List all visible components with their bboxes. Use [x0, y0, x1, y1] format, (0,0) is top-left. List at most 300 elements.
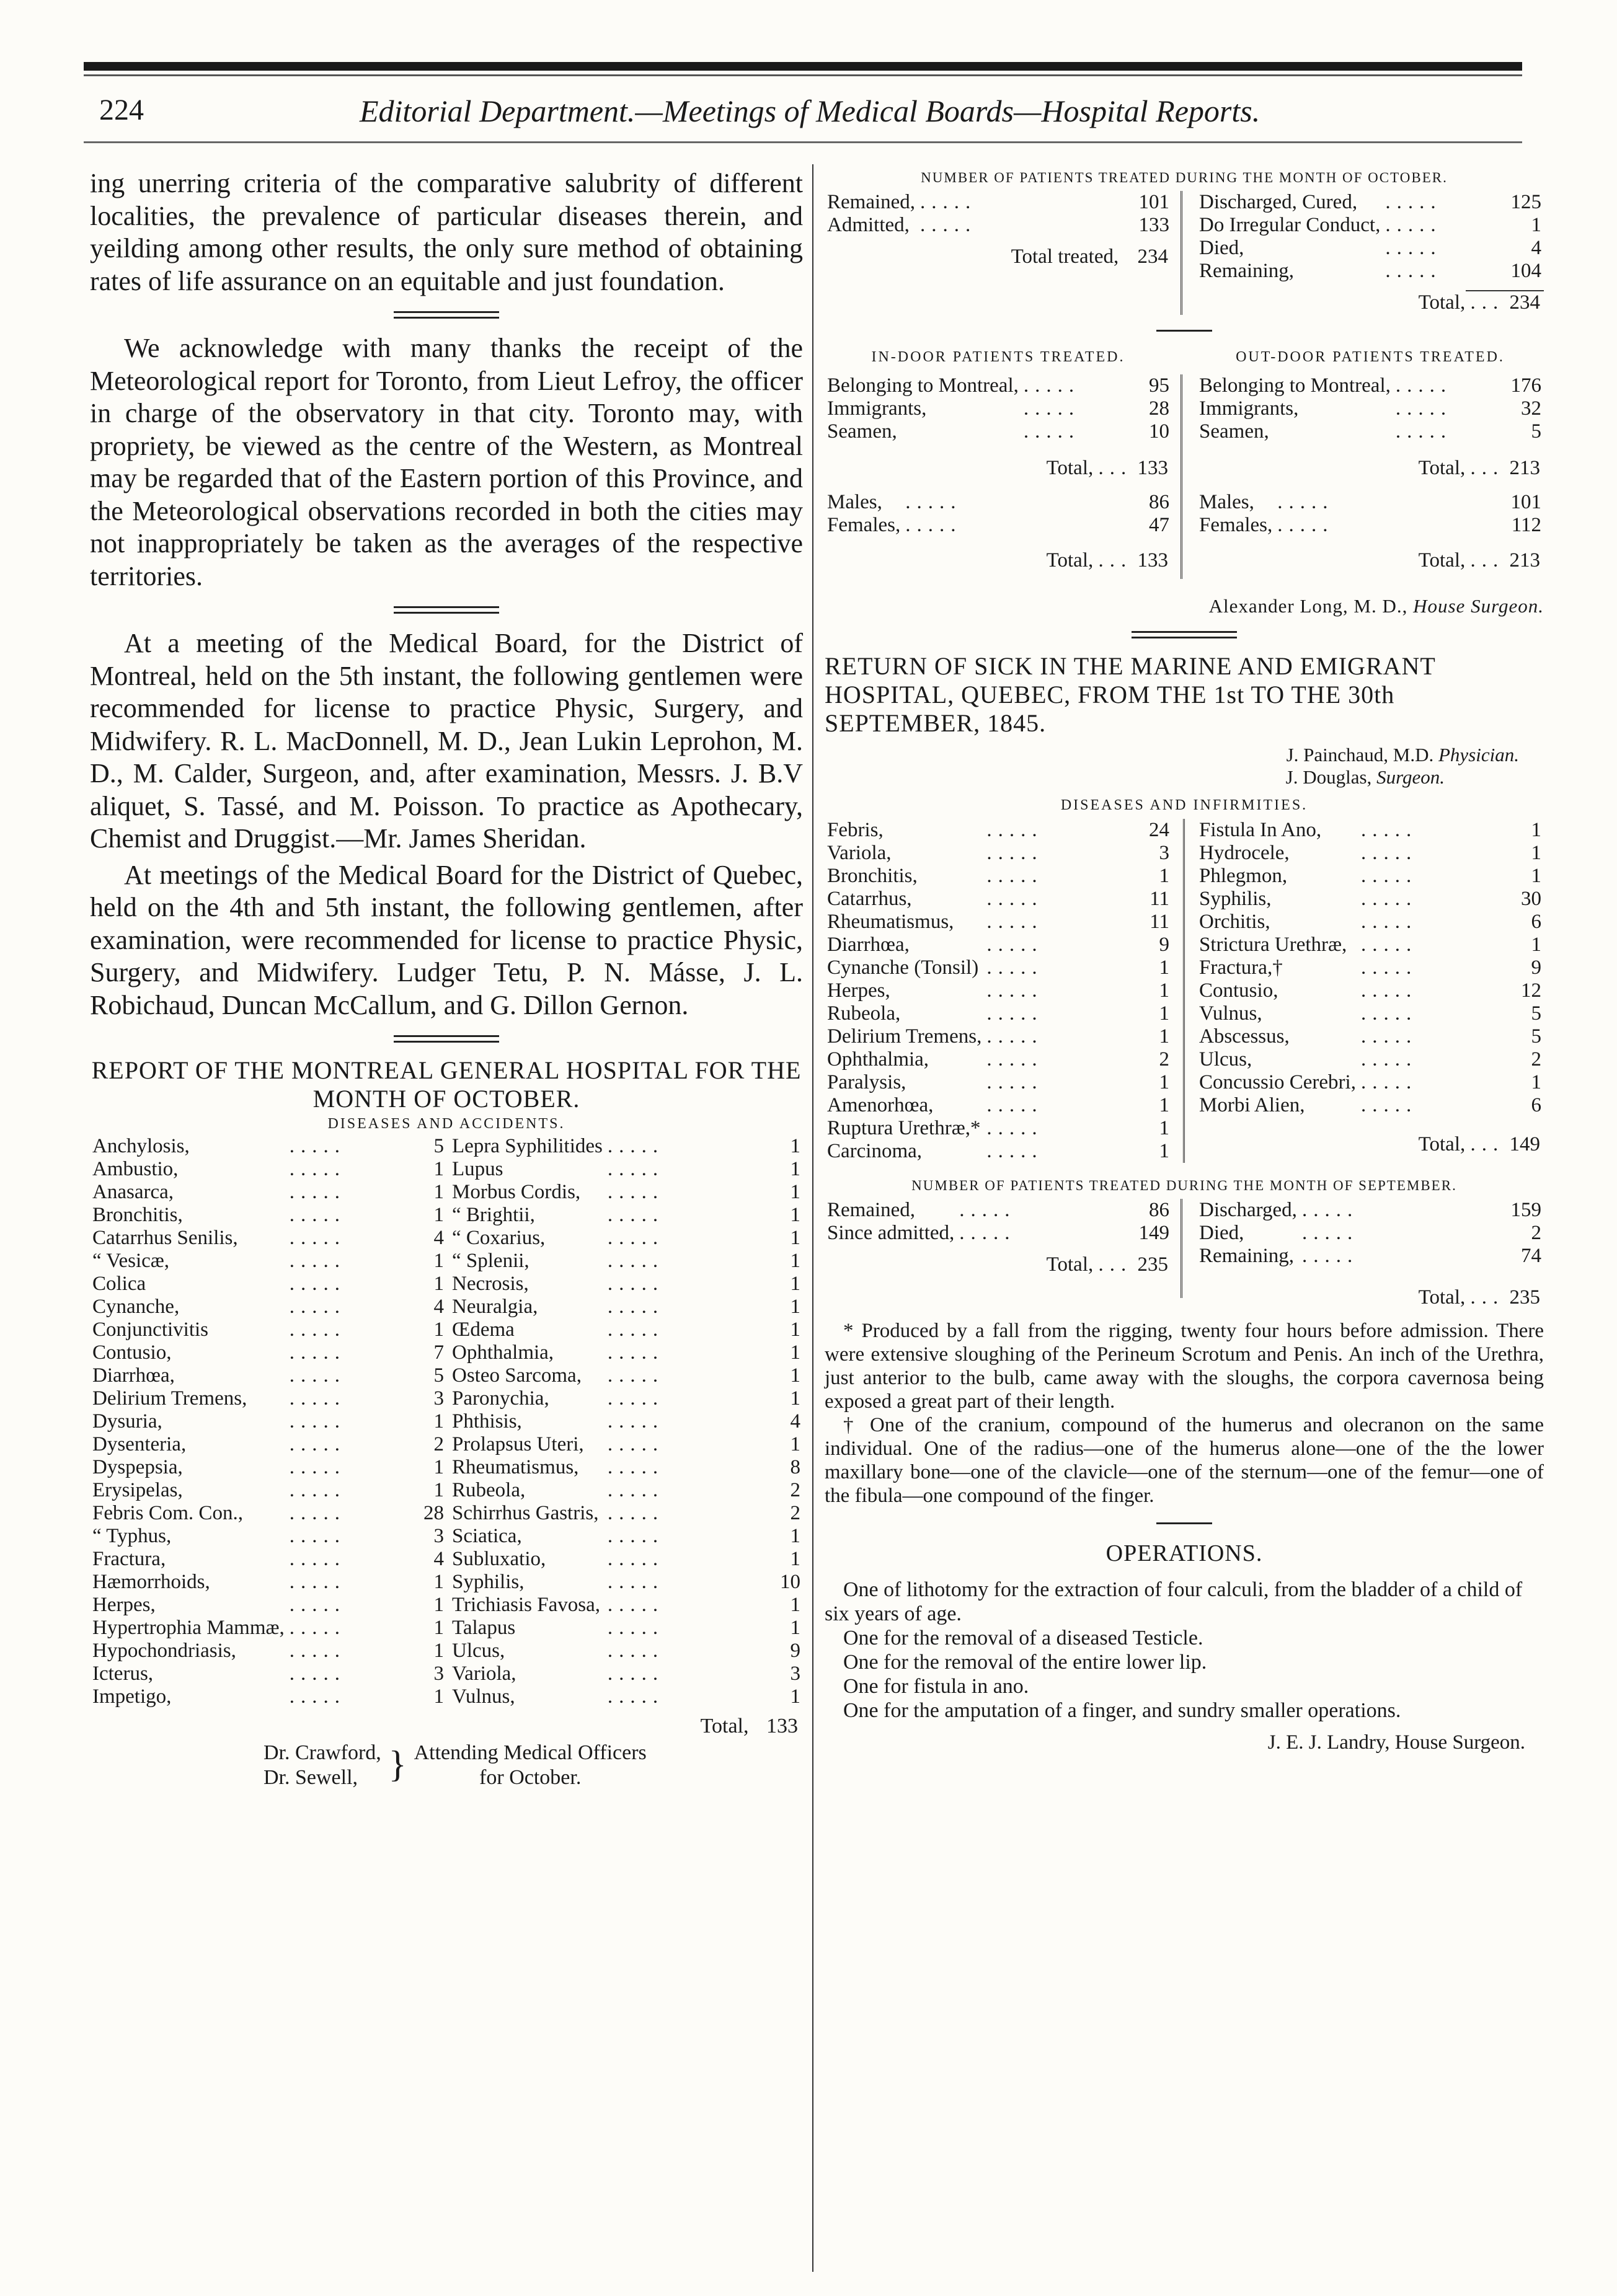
entry-count: 1 — [790, 1296, 800, 1318]
entry-name: Females, — [827, 514, 901, 536]
entry-name: Phlegmon, — [1199, 865, 1288, 887]
entry-count: 5 — [1531, 1002, 1541, 1025]
table-row: “ Splenii, ..... 1 — [450, 1250, 803, 1273]
operation-item: One for the removal of a diseased Testicle. — [843, 1627, 1203, 1649]
entry-count: 1 — [1159, 865, 1169, 887]
table-row: Discharged, Cured, ..... 125 — [1197, 191, 1544, 214]
surgeon-signature — [825, 766, 1544, 788]
table-row: Ulcus, ..... 2 — [1197, 1048, 1544, 1071]
october-admissions-table — [825, 191, 1172, 237]
paragraph-4: At meetings of the Medical Board for the District of Quebec, held on the 4th and 5th instant, the following gentlemen, after examination, were recommended for license to practice Physic, Surgery, and Midwifery. Ludger Tetu, P. N. Másse, J. L. Robichaud, Duncan McCallum, and G. Dillon Gernon. — [90, 859, 803, 1020]
entry-count: 1 — [1159, 956, 1169, 979]
entry-name: “ Splenii, — [452, 1250, 529, 1272]
entry-count: 1 — [790, 1227, 800, 1249]
header-rule — [84, 141, 1522, 143]
table-row: Females, ..... 112 — [1197, 514, 1544, 537]
entry-name: Immigrants, — [827, 397, 927, 420]
table-row: Talapus ..... 1 — [450, 1617, 803, 1640]
entry-name: Bronchitis, — [92, 1204, 183, 1226]
entry-name: Cynanche, — [92, 1296, 180, 1318]
entry-count: 1 — [790, 1364, 800, 1387]
entry-name: Hæmorrhoids, — [92, 1571, 210, 1593]
entry-name: Bronchitis, — [827, 865, 918, 887]
table-row: Immigrants, ..... 32 — [1197, 397, 1544, 420]
table-row: Prolapsus Uteri, ..... 1 — [450, 1433, 803, 1456]
officer-sewell: Dr. Sewell, — [264, 1766, 358, 1789]
entry-count: 4 — [790, 1410, 800, 1433]
entry-count: 112 — [1511, 514, 1541, 536]
officer-role: Attending Medical Officers — [414, 1741, 647, 1764]
october-discharges-table — [1197, 191, 1544, 283]
paragraph-3: At a meeting of the Medical Board, for the District of Montreal, held on the 5th instant, the following gentlemen were recommended for license to practice Physic, Surgery, and Midwifery. R. L. MacDonnell, M. D., Jean Lukin Leprohon, M. D., M. Calder, Surgeon, and, after examination, Messrs. J. B.V aliquet, S. Tassé, and M. Poisson. To practice as Apothecary, Chemist and Druggist.—Mr. James Sheridan. — [90, 628, 803, 854]
entry-count: 1 — [1531, 934, 1541, 956]
entry-count: 3 — [433, 1662, 444, 1685]
entry-count: 2 — [790, 1502, 800, 1524]
running-header — [99, 93, 1525, 136]
table-row: Vulnus, ..... 1 — [450, 1685, 803, 1708]
separator — [1156, 330, 1212, 332]
entry-count: 1 — [1159, 1071, 1169, 1093]
outdoor-total-value: 213 — [1509, 457, 1540, 479]
entry-name: Lupus — [452, 1158, 503, 1180]
table-row: Lepra Syphilitides ..... 1 — [450, 1135, 803, 1158]
entry-count: 86 — [1149, 1199, 1169, 1221]
entry-name: Do Irregular Conduct, — [1199, 214, 1381, 236]
entry-count: 1 — [433, 1204, 444, 1226]
table-row: Discharged, ..... 159 — [1197, 1199, 1544, 1222]
entry-name: “ Coxarius, — [452, 1227, 546, 1249]
entry-name: Schirrhus Gastris, — [452, 1502, 599, 1524]
entry-count: 4 — [1531, 237, 1541, 259]
separator — [394, 1035, 499, 1043]
indoor-total-value: 133 — [1137, 457, 1168, 479]
table-row: Contusio, ..... 7 — [90, 1341, 446, 1364]
entry-name: Ruptura Urethræ,* — [827, 1117, 981, 1139]
entry-count: 1 — [790, 1594, 800, 1616]
entry-name: Variola, — [827, 842, 892, 864]
table-row: Contusio, ..... 12 — [1197, 979, 1544, 1002]
top-rule — [84, 62, 1522, 71]
entry-count: 1 — [1159, 1025, 1169, 1048]
entry-name: Since admitted, — [827, 1222, 955, 1244]
entry-name: Diarrhœa, — [827, 934, 910, 956]
separator — [394, 606, 499, 614]
entry-count: 9 — [790, 1640, 800, 1662]
entry-count: 1 — [433, 1617, 444, 1639]
entry-name: Ambustio, — [92, 1158, 179, 1180]
entry-count: 1 — [790, 1685, 800, 1708]
entry-count: 9 — [1159, 934, 1169, 956]
operation-item: One for the amputation of a finger, and sundry smaller operations. — [843, 1699, 1401, 1722]
table-row: Remaining, ..... 104 — [1197, 260, 1544, 283]
entry-name: “ Vesicæ, — [92, 1250, 170, 1272]
table-row: Paronychia, ..... 1 — [450, 1387, 803, 1410]
entry-name: Morbus Cordis, — [452, 1181, 581, 1203]
entry-name: Delirium Tremens, — [92, 1387, 247, 1410]
entry-count: 1 — [1159, 1094, 1169, 1116]
entry-count: 28 — [423, 1502, 444, 1524]
operation-item: One for the removal of the entire lower lip. — [843, 1651, 1207, 1674]
paragraph-1: ing unerring criteria of the comparative salubrity of different localities, the prevalence of particular diseases therein, and yeilding among other results, the only sure method of obtaining rates of life assurance on an equitable and just foundation. — [90, 168, 803, 296]
in-out-door-headings — [825, 347, 1544, 368]
entry-count: 1 — [1159, 1117, 1169, 1139]
entry-count: 176 — [1510, 374, 1541, 397]
table-row: Since admitted, ..... 149 — [825, 1222, 1172, 1245]
entry-count: 1 — [433, 1273, 444, 1295]
table-row: Fistula In Ano, ..... 1 — [1197, 819, 1544, 842]
table-row: Hydrocele, ..... 1 — [1197, 842, 1544, 865]
table-row: Abscessus, ..... 5 — [1197, 1025, 1544, 1048]
entry-count: 4 — [433, 1296, 444, 1318]
entry-name: Fistula In Ano, — [1199, 819, 1322, 841]
entry-name: Immigrants, — [1199, 397, 1299, 420]
disease-table-left — [90, 1135, 446, 1708]
table-row: Belonging to Montreal, ..... 95 — [825, 374, 1172, 397]
indoor-total-label: Total, — [1046, 457, 1094, 479]
entry-name: Morbi Alien, — [1199, 1094, 1305, 1116]
september-disease-table-left — [825, 819, 1172, 1163]
table-row: Amenorhœa, ..... 1 — [825, 1094, 1172, 1117]
table-row: Syphilis, ..... 10 — [450, 1571, 803, 1594]
entry-count: 2 — [1159, 1048, 1169, 1071]
table-row: Died, ..... 4 — [1197, 237, 1544, 260]
top-rule-thin — [84, 74, 1522, 76]
report-tables — [90, 1135, 803, 1708]
table-row: Morbus Cordis, ..... 1 — [450, 1181, 803, 1204]
entry-count: 133 — [1138, 214, 1169, 236]
entry-count: 47 — [1149, 514, 1169, 536]
table-row: Catarrhus Senilis, ..... 4 — [90, 1227, 446, 1250]
table-row: Belonging to Montreal, ..... 176 — [1197, 374, 1544, 397]
entry-name: Remained, — [827, 1199, 916, 1221]
outdoor-sex-table — [1197, 491, 1544, 537]
entry-name: Fractura, — [92, 1548, 166, 1570]
entry-name: Ulcus, — [452, 1640, 505, 1662]
entry-name: Rubeola, — [452, 1479, 526, 1501]
table-row: Subluxatio, ..... 1 — [450, 1548, 803, 1571]
entry-count: 1 — [433, 1479, 444, 1501]
house-surgeon-name: Alexander Long, M. D., — [1208, 595, 1408, 617]
marine-hospital-title: RETURN OF SICK IN THE MARINE AND EMIGRANT HOSPITAL, QUEBEC, FROM THE 1st TO THE 30th SEPTEMBER, 1845. — [825, 652, 1436, 737]
physician-signature — [825, 744, 1544, 766]
entry-name: Hypochondriasis, — [92, 1640, 236, 1662]
entry-count: 10 — [780, 1571, 800, 1593]
entry-count: 1 — [790, 1250, 800, 1272]
entry-count: 1 — [433, 1685, 444, 1708]
entry-count: 6 — [1531, 911, 1541, 933]
entry-count: 1 — [790, 1318, 800, 1341]
table-row: Herpes, ..... 1 — [825, 979, 1172, 1002]
entry-name: Concussio Cerebri, — [1199, 1071, 1356, 1093]
outdoor-sex-total-value: 213 — [1509, 549, 1540, 572]
entry-count: 1 — [790, 1525, 800, 1547]
entry-count: 7 — [433, 1341, 444, 1364]
entry-count: 4 — [433, 1227, 444, 1249]
table-row: Delirium Tremens, ..... 1 — [825, 1025, 1172, 1048]
table-row: Rheumatismus, ..... 8 — [450, 1456, 803, 1479]
outdoor-sex-total-label: Total, — [1418, 549, 1466, 572]
table-row: Variola, ..... 3 — [825, 842, 1172, 865]
october-total-value: 234 — [1509, 291, 1540, 314]
officer-role-period: for October. — [479, 1766, 582, 1789]
entry-name: Osteo Sarcoma, — [452, 1364, 582, 1387]
page-number: 224 — [99, 94, 144, 126]
entry-count: 1 — [433, 1318, 444, 1341]
entry-count: 5 — [1531, 1025, 1541, 1048]
table-row: Concussio Cerebri, ..... 1 — [1197, 1071, 1544, 1094]
table-row: Cynanche (Tonsil) ..... 1 — [825, 956, 1172, 979]
indoor-sex-total-label: Total, — [1046, 549, 1094, 572]
entry-count: 1 — [790, 1135, 800, 1157]
table-row: Phthisis, ..... 4 — [450, 1410, 803, 1433]
table-row: Ophthalmia, ..... 1 — [450, 1341, 803, 1364]
entry-count: 86 — [1149, 491, 1169, 513]
entry-count: 32 — [1521, 397, 1541, 420]
operations-list — [825, 1578, 1544, 1723]
report-total — [90, 1715, 803, 1738]
entry-count: 8 — [790, 1456, 800, 1478]
entry-count: 1 — [790, 1387, 800, 1410]
table-row: Catarrhus, ..... 11 — [825, 888, 1172, 911]
entry-name: Icterus, — [92, 1662, 154, 1685]
september-diseases-total-value: 149 — [1509, 1133, 1540, 1155]
table-row: Colica ..... 1 — [90, 1273, 446, 1296]
table-row: Erysipelas, ..... 1 — [90, 1479, 446, 1502]
table-row: Dysuria, ..... 1 — [90, 1410, 446, 1433]
table-row: Ambustio, ..... 1 — [90, 1158, 446, 1181]
september-left-total-label: Total, — [1046, 1253, 1094, 1276]
table-row: Schirrhus Gastris, ..... 2 — [450, 1502, 803, 1525]
indoor-sex-total-value: 133 — [1137, 549, 1168, 572]
entry-name: Dysuria, — [92, 1410, 162, 1433]
entry-count: 3 — [1159, 842, 1169, 864]
entry-count: 1 — [433, 1181, 444, 1203]
report-total-value: 133 — [766, 1715, 798, 1737]
entry-name: Contusio, — [92, 1341, 172, 1364]
entry-count: 1 — [1531, 214, 1541, 236]
footnote-star: * Produced by a fall from the rigging, twenty four hours before admission. There were extensive sloughing of the Perineum Scrotum and Penis. An inch of the Urethra, just anterior to the bulb, came away with the sloughs, the corpora cavernosa being exposed a great part of their length. — [825, 1320, 1544, 1413]
table-row: Ruptura Urethræ,* ..... 1 — [825, 1117, 1172, 1140]
entry-name: Syphilis, — [1199, 888, 1272, 910]
entry-count: 1 — [433, 1410, 444, 1433]
september-right-total-value: 235 — [1509, 1286, 1540, 1309]
entry-count: 5 — [433, 1135, 444, 1157]
entry-name: Talapus — [452, 1617, 516, 1639]
entry-name: Abscessus, — [1199, 1025, 1290, 1048]
table-row: “ Brightii, ..... 1 — [450, 1204, 803, 1227]
entry-count: 149 — [1138, 1222, 1169, 1244]
officer-crawford: Dr. Crawford, — [264, 1741, 381, 1764]
entry-count: 3 — [433, 1387, 444, 1410]
entry-count: 1 — [433, 1640, 444, 1662]
indoor-sex-table — [825, 491, 1172, 537]
entry-name: Paronychia, — [452, 1387, 549, 1410]
entry-name: Fractura,† — [1199, 956, 1283, 979]
entry-name: “ Typhus, — [92, 1525, 172, 1547]
brace: } — [388, 1744, 407, 1785]
entry-name: Males, — [827, 491, 882, 513]
footnotes — [825, 1319, 1544, 1508]
entry-name: Catarrhus Senilis, — [92, 1227, 238, 1249]
surgeon-title: Surgeon. — [1376, 766, 1445, 788]
entry-count: 1 — [790, 1273, 800, 1295]
operation-item: One for fistula in ano. — [843, 1675, 1029, 1698]
physician-title: Physician. — [1438, 744, 1519, 766]
entry-name: Hydrocele, — [1199, 842, 1290, 864]
table-row: Anasarca, ..... 1 — [90, 1181, 446, 1204]
table-row: Anchylosis, ..... 5 — [90, 1135, 446, 1158]
table-row: Rubeola, ..... 1 — [825, 1002, 1172, 1025]
table-row: Hypochondriasis, ..... 1 — [90, 1640, 446, 1662]
entry-name: Remaining, — [1199, 260, 1295, 282]
table-row: Fractura, ..... 4 — [90, 1548, 446, 1571]
table-row: Herpes, ..... 1 — [90, 1594, 446, 1617]
table-row: Immigrants, ..... 28 — [825, 397, 1172, 420]
entry-name: Rheumatismus, — [827, 911, 954, 933]
entry-count: 11 — [1150, 911, 1169, 933]
entry-count: 11 — [1150, 888, 1169, 910]
entry-name: Syphilis, — [452, 1571, 525, 1593]
entry-count: 1 — [1159, 979, 1169, 1002]
entry-count: 1 — [790, 1158, 800, 1180]
table-row: Seamen, ..... 5 — [1197, 420, 1544, 443]
table-row: Dysenteria, ..... 2 — [90, 1433, 446, 1456]
entry-name: Anchylosis, — [92, 1135, 190, 1157]
entry-count: 1 — [1531, 842, 1541, 864]
entry-count: 30 — [1521, 888, 1541, 910]
outdoor-heading: OUT-DOOR PATIENTS TREATED. — [1236, 349, 1505, 365]
entry-name: Ophthalmia, — [452, 1341, 554, 1364]
entry-count: 1 — [433, 1158, 444, 1180]
entry-count: 159 — [1510, 1199, 1541, 1221]
entry-name: Belonging to Montreal, — [1199, 374, 1391, 397]
physician-name: J. Painchaud, M.D. — [1286, 744, 1434, 766]
table-row: Delirium Tremens, ..... 3 — [90, 1387, 446, 1410]
entry-name: Phthisis, — [452, 1410, 522, 1433]
entry-count: 101 — [1510, 491, 1541, 513]
entry-count: 28 — [1149, 397, 1169, 420]
outdoor-table — [1197, 374, 1544, 443]
entry-name: Died, — [1199, 1222, 1244, 1244]
entry-name: Ophthalmia, — [827, 1048, 929, 1071]
table-row: Osteo Sarcoma, ..... 1 — [450, 1364, 803, 1387]
september-disease-table-right — [1197, 819, 1544, 1117]
september-patients-heading: NUMBER OF PATIENTS TREATED DURING THE MONTH OF SEPTEMBER. — [911, 1178, 1457, 1193]
entry-name: Males, — [1199, 491, 1254, 513]
entry-count: 1 — [1159, 1002, 1169, 1025]
house-surgeon-title: House Surgeon. — [1413, 595, 1544, 617]
table-row: Bronchitis, ..... 1 — [90, 1204, 446, 1227]
operations-title: OPERATIONS. — [1105, 1540, 1263, 1566]
entry-name: Subluxatio, — [452, 1548, 546, 1570]
entry-count: 9 — [1531, 956, 1541, 979]
entry-count: 10 — [1149, 420, 1169, 443]
entry-count: 1 — [1531, 865, 1541, 887]
entry-name: Delirium Tremens, — [827, 1025, 982, 1048]
entry-count: 1 — [433, 1594, 444, 1616]
surgeon-name: J. Douglas, — [1285, 766, 1372, 788]
diseases-heading: DISEASES AND INFIRMITIES. — [1060, 797, 1308, 813]
entry-count: 1 — [790, 1548, 800, 1570]
table-row: Cynanche, ..... 4 — [90, 1296, 446, 1318]
entry-name: Impetigo, — [92, 1685, 172, 1708]
entry-count: 1 — [790, 1341, 800, 1364]
entry-name: Died, — [1199, 237, 1244, 259]
entry-name: Amenorhœa, — [827, 1094, 934, 1116]
entry-count: 1 — [1159, 1140, 1169, 1162]
table-row: “ Typhus, ..... 3 — [90, 1525, 446, 1548]
footnote-dagger: † One of the cranium, compound of the humerus and olecranon on the same individual. One of the radius—one of the humerus alone—one of the the lower maxillary bone—one of the clavicle—one of the sternum—one of the femur—one of the fibula—one compound of the finger. — [825, 1414, 1544, 1507]
table-row: Sciatica, ..... 1 — [450, 1525, 803, 1548]
table-row: “ Vesicæ, ..... 1 — [90, 1250, 446, 1273]
table-row: Do Irregular Conduct, ..... 1 — [1197, 214, 1544, 237]
entry-name: Colica — [92, 1273, 146, 1295]
table-row: Remained, ..... 86 — [825, 1199, 1172, 1222]
entry-count: 101 — [1138, 191, 1169, 213]
entry-name: Rubeola, — [827, 1002, 901, 1025]
entry-count: 1 — [790, 1181, 800, 1203]
entry-name: “ Brightii, — [452, 1204, 535, 1226]
entry-count: 5 — [1531, 420, 1541, 443]
table-row: Males, ..... 101 — [1197, 491, 1544, 514]
table-row: Males, ..... 86 — [825, 491, 1172, 514]
entry-name: Herpes, — [827, 979, 890, 1002]
september-diseases: Febris, ..... 24 Variola, ..... 3 Bronchitis, ..... 1 Catarrhus, ..... 11 Rheumatismus, ..... 11 Diarrhœa, ..... 9 Cynanche (Tonsil) ..... 1 Herpes, ..... 1 Rubeola, ..... 1 Delirium Tremens, ..... 1 Ophthalmia, ..... 2 Paralysis, ..... 1 Amenorhœa, ..... 1 Ruptura Urethræ,* ..... 1 Carcinoma, ..... 1 Fistula In Ano, ..... 1 Hydrocele, ..... 1 Phlegmon, ..... 1 Syphilis, ..... 30 Orchitis, ..... 6 Strictura Urethræ, ..... 1 Fractura,† ..... 9 Contusio, ..... 12 Vulnus, ..... 5 Abscessus, ..... 5 Ulcus, ..... 2 Concussio Cerebri, ..... 1 Morbi Alien, ..... 6 Total, ... 149 — [825, 819, 1544, 1163]
entry-name: Trichiasis Favosa, — [452, 1594, 600, 1616]
table-row: Ophthalmia, ..... 2 — [825, 1048, 1172, 1071]
report-subtitle: DISEASES AND ACCIDENTS. — [327, 1116, 565, 1132]
entry-name: Vulnus, — [452, 1685, 515, 1708]
table-row: Trichiasis Favosa, ..... 1 — [450, 1594, 803, 1617]
entry-name: Admitted, — [827, 214, 910, 236]
table-row: Neuralgia, ..... 1 — [450, 1296, 803, 1318]
table-row: Remained, ..... 101 — [825, 191, 1172, 214]
table-row: Variola, ..... 3 — [450, 1662, 803, 1685]
entry-count: 95 — [1149, 374, 1169, 397]
table-row: Paralysis, ..... 1 — [825, 1071, 1172, 1094]
entry-count: 1 — [790, 1433, 800, 1455]
entry-name: Vulnus, — [1199, 1002, 1262, 1025]
table-row: Impetigo, ..... 1 — [90, 1685, 446, 1708]
entry-count: 6 — [1531, 1094, 1541, 1116]
column-divider — [812, 164, 813, 2272]
table-row: Conjunctivitis ..... 1 — [90, 1318, 446, 1341]
paragraph-2: We acknowledge with many thanks the receipt of the Meteorological report for Toronto, from Lieut Lefroy, the officer in charge of the observatory in that city. Toronto may, with propriety, be viewed as the centre of the Western, as Montreal may be regarded that of the Eastern portion of this Province, and the Meteorological observations recorded in both the cities may not inappropriately be taken as the averages of the respective territories. — [90, 333, 803, 591]
entry-count: 1 — [433, 1456, 444, 1478]
entry-name: Sciatica, — [452, 1525, 522, 1547]
table-row: Admitted, ..... 133 — [825, 214, 1172, 237]
table-row: Morbi Alien, ..... 6 — [1197, 1094, 1544, 1117]
entry-count: 125 — [1510, 191, 1541, 213]
table-row: Hæmorrhoids, ..... 1 — [90, 1571, 446, 1594]
table-row: Died, ..... 2 — [1197, 1222, 1544, 1245]
entry-name: Herpes, — [92, 1594, 156, 1616]
house-surgeon-signature — [825, 595, 1544, 617]
october-patients-heading: NUMBER OF PATIENTS TREATED DURING THE MONTH OF OCTOBER. — [921, 170, 1448, 185]
entry-name: Belonging to Montreal, — [827, 374, 1019, 397]
table-row: Rheumatismus, ..... 11 — [825, 911, 1172, 934]
entry-name: Discharged, Cured, — [1199, 191, 1358, 213]
entry-name: Dyspepsia, — [92, 1456, 183, 1478]
entry-name: Ulcus, — [1199, 1048, 1252, 1071]
september-patients: Remained, ..... 86 Since admitted, ..... 149 Total, ... 235 Discharged, ..... 159 Died, ..... 2 Remaining, ..... 74 Total, ... 235 — [825, 1199, 1544, 1309]
entry-name: Carcinoma, — [827, 1140, 923, 1162]
october-total-label: Total, — [1418, 291, 1466, 314]
table-row: Icterus, ..... 3 — [90, 1662, 446, 1685]
table-row: Febris Com. Con., ..... 28 — [90, 1502, 446, 1525]
entry-count: 2 — [790, 1479, 800, 1501]
entry-count: 3 — [790, 1662, 800, 1685]
